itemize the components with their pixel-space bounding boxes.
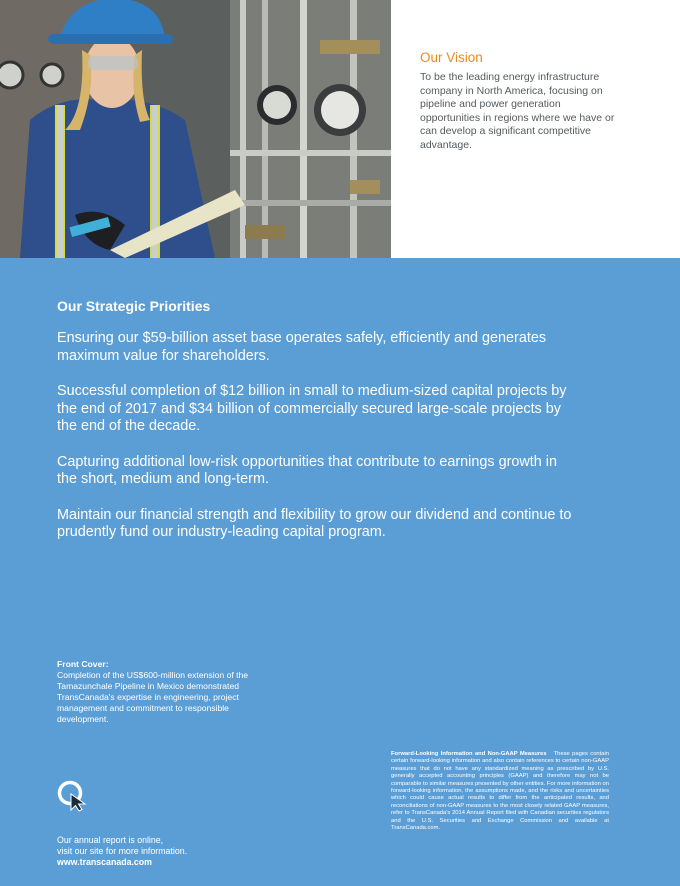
vision-title: Our Vision — [420, 50, 483, 65]
vision-text: To be the leading energy infrastructure company in North America, focusing on pipeline and power generation opportunities in regions where we have or can develop a significant competitive advantage. — [420, 71, 615, 151]
vision-section — [420, 50, 620, 153]
top-section — [0, 0, 680, 258]
priorities-list — [57, 330, 577, 560]
front-cover-caption — [57, 659, 277, 725]
priority-item: Capturing additional low-risk opportunities that contribute to earnings growth in the short, medium and long-term. — [57, 453, 557, 487]
front-cover-title: Front Cover: — [57, 659, 109, 669]
priorities-title: Our Strategic Priorities — [57, 298, 211, 314]
online-report-block — [57, 780, 287, 868]
priority-item: Successful completion of $12 billion in small to medium-sized capital projects by the end of 2017 and $34 billion of commercially secured large-scale projects by the end of the decade. — [57, 383, 567, 434]
legal-title: Forward-Looking Information and Non-GAAP Measures — [391, 751, 547, 757]
search-cursor-icon[interactable] — [57, 780, 89, 812]
priority-item: Ensuring our $59-billion asset base operates safely, efficiently and generates maximum value for shareholders. — [57, 330, 547, 364]
front-cover-text: Completion of the US$600-million extension of the Tamazunchale Pipeline in Mexico demonstrated TransCanada's expertise in engineering, project management and commitment to responsible development. — [57, 670, 249, 724]
worker-photo — [0, 0, 391, 258]
legal-text: These pages contain certain forward-looking information and also contain references to certain non-GAAP measures that do not have any standardized meaning as prescribed by U.S. generally accepted accounting principles (GAAP) and therefore may not be comparable to similar measures presented by other entities. For more information on forward-looking information, the assumptions made, and the risks and uncertainties which could cause actual results to differ from the anticipated results, and reconciliations of non-GAAP measures to the most closely related GAAP measures, refer to TransCanada's 2014 Annual Report filed with Canadian securities regulators and the U.S. Securities and Exchange Commission and available at TransCanada.com. — [391, 751, 609, 832]
photo-illustration — [0, 0, 391, 258]
priority-item: Maintain our financial strength and flexibility to grow our dividend and continue to prudently fund our industry-leading capital program. — [57, 506, 572, 540]
online-line-2: visit our site for more information. — [57, 846, 188, 856]
strategic-priorities-panel — [0, 258, 680, 886]
website-link[interactable]: www.transcanada.com — [57, 857, 153, 867]
legal-disclaimer — [391, 751, 609, 832]
online-line-1: Our annual report is online, — [57, 835, 164, 845]
